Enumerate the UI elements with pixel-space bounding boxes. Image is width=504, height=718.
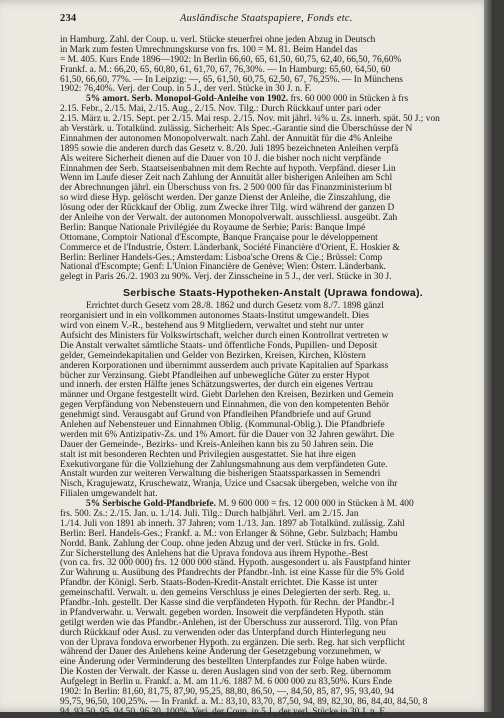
text-line: Errichtet durch Gesetz vom 28./8. 1862 und durch Gesetz vom 8./7. 1898 gänzl [86, 301, 384, 312]
text-line: der Anleihe von der Verwalt. der autonomen Monopolverwalt. ausschliessl. ausgeübt. Zah [60, 213, 398, 224]
text-line: durch Rückkauf oder Ausl. zu verwenden oder das Unterpfand durch Hinterlegung neu [60, 627, 386, 638]
text-line: gelegt in Paris 26./2. 1903 zu 90%. Verj. der Zinsscheine in 5 J., der verl. Stücke in 30 J. [60, 272, 392, 283]
text-line: 1902: In Berlin: 81,60, 81,75, 87,90, 95,25, 88,80, 86,50, —, 84,50, 85, 87, 95, 93,40, 94 [60, 687, 395, 697]
text-line: Zur Wahrung u. Ausübung des Pfandrechts der Pfandbr.-Inh. ist eine Kasse für die 5% Gold [60, 568, 405, 579]
text-line: (von ca. frs. 32 000 000) frs. 12 000 000 ständ. Hypoth. ausgesondert u. als Faustpfand hinter [60, 558, 411, 569]
text-line: Aufsicht des Ministers für Volkswirtschaft, welcher durch einen Kontrollrat vertreten w [60, 330, 389, 341]
text-line: Wenn im Laufe dieser Zeit nach Zahlung der Annuität aller bisherigen Anleihen am Schl [60, 173, 393, 184]
text-line: 1./14. Juli von 1891 ab innerh. 37 Jahren; vom 1./13. Jan. 1897 ab Totalkünd. zulässig. Zahl [60, 518, 405, 529]
text-line: Anlehen auf Nebensteuer und Einnahmen Oblig. (Kommunal-Oblig.). Die Pfandbriefe [60, 419, 385, 430]
text-line: und innerh. der ersten Hälfte jenes Schätzungswertes, der durch ein eigenes Vertrau [60, 380, 373, 391]
text-line: werden mit 6% Antizipativ-Zs. und 1% Amort. für die Dauer von 32 Jahren gewährt. Die [60, 429, 395, 440]
text-line: 2.15. März u. 2./15. Sept. per 2./15. Mai resp. 2./15. Nov. mit jährl. ¼% u. Zs. innerh. spät. 50 J.; von [60, 114, 440, 125]
text-line: der Abrechnungen jährl. ein Überschuss von frs. 2 500 000 für das Finanzministerium bl [60, 183, 392, 194]
text-line: männer und Organe festgestellt wird. Giebt Darlehen den Kreisen, Bezirken und Gemein [60, 390, 394, 401]
text-line: Einnahmen der Serb. Staatseisenbahnen mit dem Rechte auf hypoth. Verpfänd. dieser Lin [60, 163, 396, 174]
text-line: bücher zur Verzinsung. Giebt Pfandleihen auf unbewegliche Güter zu erster Hypot [60, 370, 370, 381]
text-line: während der Dauer des Anlehens keine Änderung der Gesetzgebung vorzunehmen, w [60, 647, 381, 658]
text-line: Nisch, Kragujewatz, Kruschewatz, Wranja, Uzice und Csacsak übergeben, welche von ihr [60, 479, 398, 490]
text-line: Anstalt wurden zur weiteren Verwaltung die bisherigen Staatssparkassen in Semendri [60, 469, 381, 480]
text-line: Zur Sicherstellung des Anlehens hat die Uprava fondova aus ihrem Hypothe.-Best [60, 548, 368, 559]
text-line: Einnahmen der autonomen Monopolverwalt. nach Zahl. der Annuität für die 4% Anleihe [60, 133, 393, 144]
running-title: Ausländische Staatspapiere, Fonds etc. [180, 13, 353, 24]
text-line: eine Änderung oder Verminderung des bestellten Unterpfandes zur Folge haben würde. [60, 657, 388, 668]
text-line: Die Anstalt verwaltet sämtliche Staats- und öffentliche Fonds, Pupillen- und Deposit [60, 340, 378, 351]
text-line: National d'Escompte; Genf: L'Union Financière de Genève; Wien: Österr. Länderbank. [60, 262, 386, 273]
text-block-gold-pfandbriefe [60, 510, 486, 718]
text-line: Filialen umgewandelt hat. [60, 489, 158, 500]
text-line: Commerce et de l'Industrie, Österr. Länderbank, Société Financière d'Orient, E. Hoskier & [60, 242, 400, 253]
text-line: 61,50, 66,60, 77%. — In Leipzig: —, 65, 61,50, 60,75, 62,50, 67, 76,25%. — In Münchens [60, 74, 403, 85]
text-line: gemeinschaftl. Verwalt. u. den gemeins Verschluss je eines Delegierten der serb. Reg. u. [60, 588, 391, 599]
text-line: in Hamburg. Zahl. der Coup. u. verl. Stücke steuerfrei ohne jeden Abzug in Deutsch [60, 35, 376, 45]
text-line: ab Verstärk. u. Totalkünd. zulässig. Sicherheit: Als Spec.-Garantie sind die Überschüsse der N [60, 124, 413, 135]
text-line: Nordd. Bank. Zahlung der Coup. ohne jeden Abzug und der verl. Stücke in frs. Gold. [60, 538, 380, 549]
entry-title: 5% Serbische Gold-Pfandbriefe. [86, 499, 216, 510]
text-line: stalt ist mit besonderen Rechten und Privilegien ausgestattet. Sie hat ihre eigen [60, 449, 356, 460]
text-line: so wird diese Hyp. gelöscht werden. Der ganze Dienst der Anleihe, die Zinszahlung, die [60, 193, 391, 204]
text-line: 94, 93,50, 95, 94,50, 96,30, 100%. Verj. der Coup. in 5 J., der verl. Stücke in 30 J. n. F. [60, 706, 387, 717]
text-line: 95,75, 96,50, 100,25%. — In Frankf. a. M.: 83,10, 83,70, 87,50, 94, 89, 82,30, 86, 84,40, 84,50, 8 [60, 696, 428, 707]
text-line: 1895 sowie die anderen durch das Gesetz v. 8./20. Juli 1895 bezeichneten Anleihen verpfä [60, 143, 399, 154]
text-line: 1902: 76,40%. Verj. der Coup. in 5 J., der verl. Stücke in 30 J. n. F. [60, 84, 312, 95]
text-line: reorganisiert und in ein vollkommen autonomes Staats-Institut umgewandelt. Dies [60, 311, 369, 322]
text-line: Dauer der Gemeinde-, Bezirks- und Kreis-Anleihen kann bis zu 50 Jahren sein. Die [60, 439, 374, 450]
text-line: getilgt werden wie das Pfandbr.-Anlehen, ist der Überschuss zur ausserord. Tilg. von Pfan [60, 617, 398, 628]
text-line: lösung oder der Rückkauf der Oblig. zum Zwecke ihrer Tilg. wird während der ganzen D [60, 203, 395, 214]
text-line: gegen Verpfändung von Nebensteuern und Einnahmen, die von den kompetenten Behör [60, 400, 390, 411]
text-block-monopol-anleihe [60, 105, 486, 283]
page-header [60, 13, 480, 27]
text-line: = M. 405. Kurs Ende 1896—1902: In Berlin 66,60, 65, 61,50, 60,75, 62,40, 66,50, 76,60% [60, 54, 402, 65]
text-line: in Pfandverwahr. u. Verwalt. gegeben worden. Insoweit die verpfändeten Hypoth. stän [60, 607, 384, 618]
text-line: frs. 500. Zs.: 2./15. Jan. u. 1./14. Juli. Tilg.: Durch halbjährl. Verl. am 2./15. Jan [60, 508, 359, 519]
text-line: anderen Korporationen und übernimmt ausserdem auch private Kapitalien auf Sparkass [60, 360, 389, 371]
text-line: 2.15. Febr., 2./15. Mai, 2./15. Aug., 2./15. Nov. Tilg.: Durch Rückkauf unter pari oder [60, 104, 381, 115]
entry-title: 5% amort. Serb. Monopol-Gold-Anleihe von 1902. [86, 94, 289, 105]
text-block-hypotheken-anstalt [60, 302, 486, 500]
text-line: von der Uprava fondova erworbener Hypoth. zu ergänzen. Die serb. Reg. hat sich verpflicht [60, 637, 405, 648]
text-line: gelder, Gemeindekapitalien und Gelder von Bezirken, Kreisen, Kirchen, Klöstern [60, 350, 366, 361]
text-line: Die Kosten der Verwalt. der Kasse u. deren Auslagen sind von der serb. Reg. übernomm [60, 667, 391, 678]
page-edge-shadow [484, 0, 494, 712]
text-block-hamburg-quotes [60, 36, 486, 95]
section-title: Serbische Staats-Hypotheken-Anstalt (Uprawa fondowa). [122, 287, 424, 300]
text-line: Pfandbr.-Inh. gestellt. Der Kasse sind die verpfändeten Hypoth. für Rechn. der Pfandbr.-I [60, 597, 395, 608]
text-line: Pfandbr. der Königl. Serb. Staats-Boden-Kredit-Anstalt errichtet. Die Kasse ist unter [60, 578, 378, 589]
entry-amount: frs. 60 000 000 in Stücken à frs [288, 94, 409, 105]
page-number: 234 [60, 13, 77, 24]
text-line: Exekutivorgane für die Vollziehung der Zahlungsmahnung aus dem verpfändeten Gute. [60, 459, 388, 470]
text-line: wird von einem V.-R., bestehend aus 9 Mitgliedern, verwaltet und steht nur unter [60, 321, 364, 332]
text-line: Berlin: Berliner Handels-Ges.; Amsterdam: Lisboa'sche Orens & Cie.; Brüssel: Comp [60, 252, 383, 263]
text-line: Ottomane, Comptoir National d'Escompte, Banque Française pour le développement [60, 232, 378, 243]
text-line: in Mark zum festen Umrechnungskurse von frs. 100 = M. 81. Beim Handel das [60, 44, 358, 55]
text-line: genehmigt sind. Verausgabt auf Grund von Pfandleihen Pfandbriefe und auf Grund [60, 410, 371, 421]
text-line: Berlin: Berl. Handels-Ges.; Frankf. a. M.: von Erlanger & Söhne, Gebr. Sulzbach; Hambu [60, 528, 398, 539]
text-line: Als weitere Sicherheit dienen auf die Dauer von 10 J. die bisher noch nicht verpfände [60, 153, 381, 164]
entry-amount: M. 9 600 000 = frs. 12 000 000 in Stücken à M. 400 [215, 499, 414, 510]
text-line: Aufgelegt in Berlin u. Frankf. a. M. am 11./6. 1887 M. 6 000 000 zu 83,50%. Kurs Ende [60, 677, 392, 688]
page-content [60, 36, 486, 718]
text-line: Berlin: Banque Nationale Privilégiée du Royaume de Serbie; Paris: Banque Impé [60, 222, 366, 233]
text-line: Frankf. a. M.: 66,20, 65, 60,80, 61, 61,70, 67, 76,30%. — In Hamburg: 65,60, 64,50, 60 [60, 64, 391, 75]
